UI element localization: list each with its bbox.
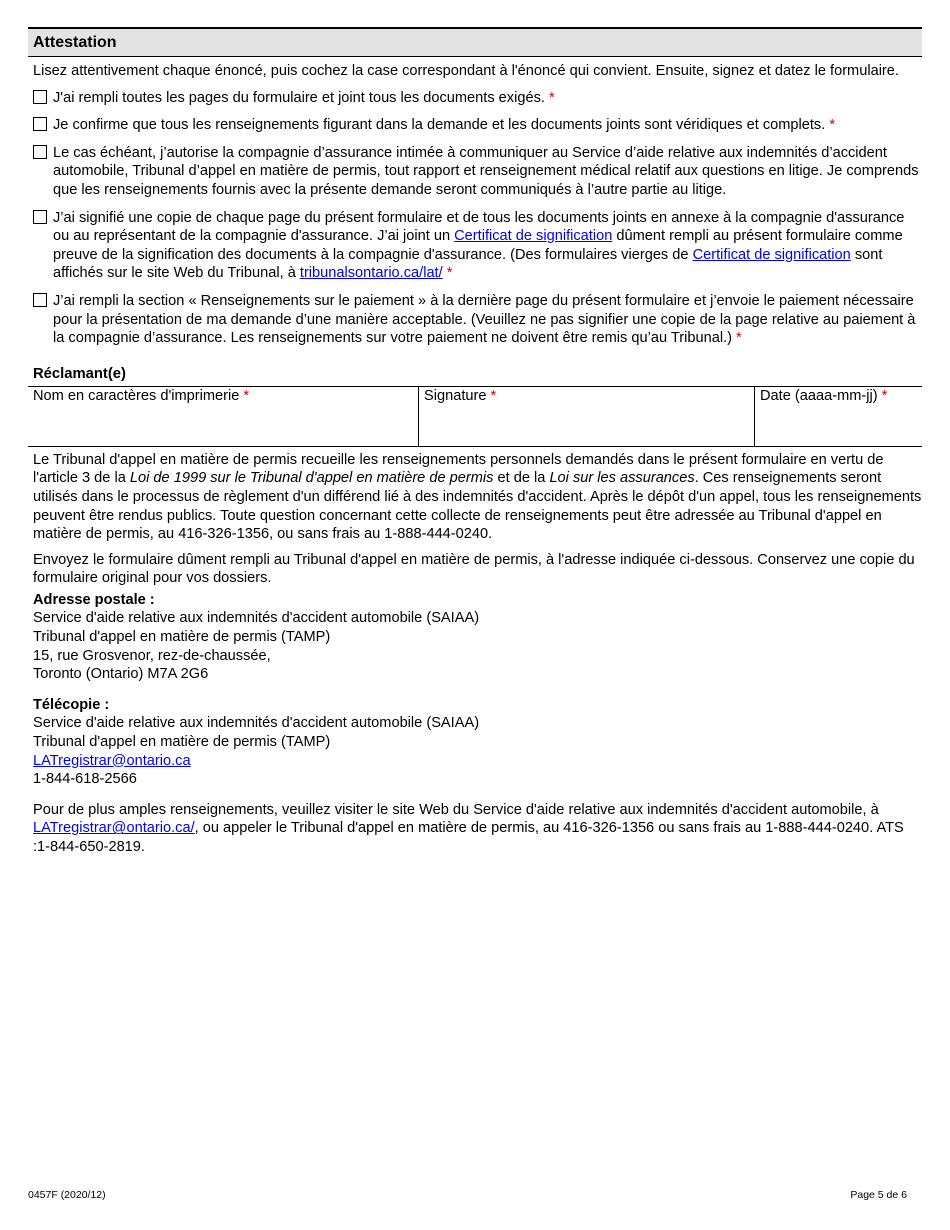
checkbox-payment[interactable] <box>33 293 47 307</box>
certificate-link-2[interactable]: Certificat de signification <box>692 246 851 263</box>
send-instructions: Envoyez le formulaire dûment rempli au Tribunal d'appel en matière de permis, à l'adresse indiquée ci-dessous. Conservez une copie du formulaire original pour vos dossiers. <box>33 551 915 587</box>
form-code: 0457F (2020/12) <box>28 1189 106 1201</box>
tribunal-website-link[interactable]: tribunalsontario.ca/lat/ <box>299 265 443 282</box>
checkbox-served[interactable] <box>33 210 47 224</box>
law-title-insurance: Loi sur les assurances <box>549 470 695 487</box>
fax-heading: Télécopie : <box>33 696 110 713</box>
checkbox-truthful[interactable] <box>33 117 47 131</box>
page-number: Page 5 de 6 <box>850 1189 907 1201</box>
registrar-email-link[interactable]: LATregistrar@ontario.ca <box>33 752 191 769</box>
date-field[interactable] <box>755 387 922 446</box>
attestation-text-truthful: Je confirme que tous les renseignements figurant dans la demande et les documents joints sont véridiques et complets. <box>53 117 826 134</box>
more-info: Pour de plus amples renseignements, veuillez visiter le site Web du Service d'aide relative aux indemnités d'accident automobile, à LATregistrar@ontario.ca/, ou appeler le Tribunal d'appel en matière de permis, au 416-326-1356 ou sans frais au 1-888-444-0240. ATS :1-844-650-2819. <box>33 801 904 855</box>
section-header: Attestation <box>28 27 922 57</box>
signature-field[interactable] <box>419 387 755 446</box>
postal-address-heading: Adresse postale : <box>33 591 155 608</box>
attestation-text-served-3: sont affichés sur le site Web du Tribunal, à <box>53 246 883 282</box>
privacy-notice: Le Tribunal d'appel en matière de permis recueille les renseignements personnels demandés dans le présent formulaire en vertu de l'article 3 de la Loi de 1999 sur le Tribunal d'appel en matière de permis et de la Loi sur les assurances. Ces renseignements seront utilisés dans le processus de règlement d'un différend lié à des indemnités d'accident. Après le dépôt d'un appel, tous les renseignements peuvent être rendus publics. Toute question concernant cette collecte de renseignements peut être adressée au Tribunal d'appel en matière de permis, au 416-326-1356, ou sans frais au 1-888-444-0240. <box>33 451 922 543</box>
required-mark: * <box>881 387 888 404</box>
attestation-text-pages: J'ai rempli toutes les pages du formulaire et joint tous les documents exigés. <box>53 89 545 106</box>
certificate-link[interactable]: Certificat de signification <box>454 228 613 245</box>
law-title-lat: Loi de 1999 sur le Tribunal d'appel en matière de permis <box>129 470 494 487</box>
signature-table <box>28 386 922 447</box>
required-mark: * <box>243 387 250 404</box>
attestation-item-authorize <box>33 144 922 200</box>
claimant-heading: Réclamant(e) <box>33 365 126 382</box>
required-mark: * <box>446 265 453 282</box>
printed-name-field[interactable] <box>28 387 419 446</box>
attestation-text-payment: J’ai rempli la section « Renseignements sur le paiement » à la dernière page du présent formulaire et j’envoie le paiement nécessaire pour la présentation de ma demande d’une manière acceptable. (Veuillez ne pas signifier une copie de la page relative au paiement à la compagnie d’assurance. Les renseignements sur votre paiement ne doivent être remis qu’au Tribunal.) <box>53 292 916 347</box>
attestation-text-authorize: Le cas échéant, j’autorise la compagnie d’assurance intimée à communiquer au Service d’aide relative aux indemnités d’accident automobile, Tribunal d’appel en matière de permis, tout rapport et renseignement médical relatif aux questions en litige. Je comprends que les renseignements fournis avec la présente demande seront communiqués à l’autre partie au litige. <box>53 144 919 198</box>
checkbox-pages[interactable] <box>33 90 47 104</box>
attestation-text-served-2: dûment rempli au présent formulaire comme preuve de la signification des documents à la compagnie d'assurance. (Des formulaires vierges de <box>53 228 903 263</box>
attestation-item-pages <box>33 89 922 108</box>
attestation-item-truthful <box>33 116 922 135</box>
fax-details: Service d'aide relative aux indemnités d'accident automobile (SAIAA) Tribunal d'appel en matière de permis (TAMP) LATregistrar@ontario.ca 1-844-618-2566 <box>33 714 922 788</box>
fax-number: 1-844-618-2566 <box>33 771 137 788</box>
section-intro: Lisez attentivement chaque énoncé, puis cochez la case correspondant à l'énoncé qui convient. Ensuite, signez et datez le formulaire. <box>33 63 899 79</box>
attestation-text-served-1: J’ai signifié une copie de chaque page du présent formulaire et de tous les documents joints en annexe à la compagnie d'assurance ou au représentant de la compagnie d'assurance. J’ai joint un <box>53 209 905 245</box>
required-mark: * <box>736 330 742 347</box>
checkbox-authorize[interactable] <box>33 145 47 159</box>
postal-address: Service d'aide relative aux indemnités d'accident automobile (SAIAA) Tribunal d'appel en matière de permis (TAMP) 15, rue Grosvenor, rez-de-chaussée, Toronto (Ontario) M7A 2G6 <box>33 610 480 683</box>
attestation-item-served <box>33 209 922 283</box>
date-label: Date (aaaa-mm-jj) <box>760 387 878 404</box>
required-mark: * <box>549 89 555 106</box>
required-mark: * <box>490 387 497 404</box>
required-mark: * <box>829 117 836 134</box>
registrar-web-link[interactable]: LATregistrar@ontario.ca/ <box>33 820 195 837</box>
form-page <box>28 27 922 857</box>
printed-name-label: Nom en caractères d'imprimerie <box>33 387 240 404</box>
signature-label: Signature <box>424 387 487 404</box>
attestation-item-payment <box>33 292 922 348</box>
